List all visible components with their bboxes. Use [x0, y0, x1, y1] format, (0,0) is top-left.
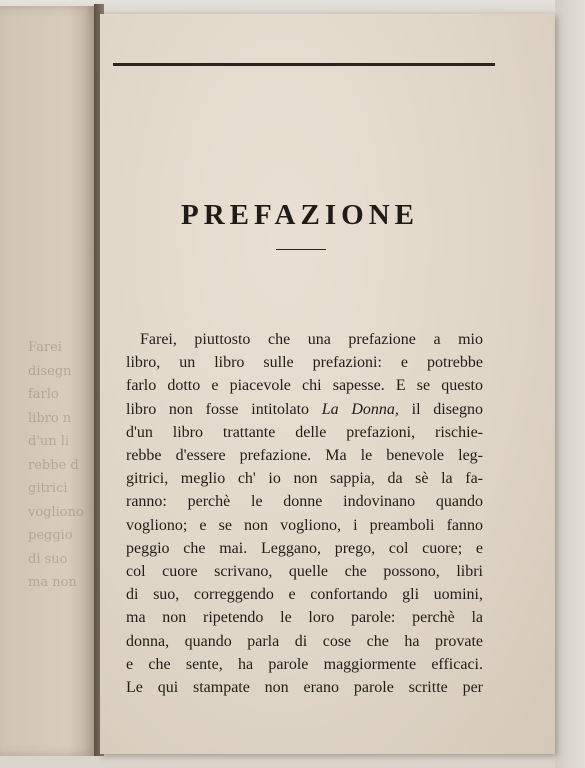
- bleed-through-text: Farei disegn farlo libro n d'un li rebbe d gitrici vogliono peggio di suo ma non: [28, 340, 84, 590]
- text-line: libro, un libro sulle prefazioni: e potrebbe: [126, 354, 483, 372]
- page-title: PREFAZIONE: [181, 199, 419, 231]
- background-right: [555, 0, 585, 768]
- text-line: peggio che mai. Leggano, prego, col cuore; e: [126, 539, 483, 557]
- text-line: ranno: perchè le donne indovinano quando: [126, 493, 483, 511]
- text-line: vogliono; e se non vogliono, i preamboli fanno: [126, 516, 483, 534]
- text-fragment: libro non fosse intitolato: [126, 400, 310, 418]
- text-line: e che sente, ha parole maggiormente efficaci.: [126, 655, 483, 673]
- text-line: Le qui stampate non erano parole scritte per: [126, 679, 483, 697]
- text-line: donna, quando parla di cose che ha provate: [126, 632, 483, 650]
- text-line: d'un libro trattante delle prefazioni, rischie-: [126, 423, 483, 441]
- header-rule: [113, 63, 495, 66]
- text-line: farlo dotto e piacevole chi sapesse. E se questo: [126, 377, 483, 395]
- text-line: ma non ripetendo le loro parole: perchè la: [126, 609, 483, 627]
- text-fragment: il disegno: [411, 400, 484, 418]
- text-line: [126, 398, 483, 421]
- body-paragraph: [126, 328, 483, 699]
- right-page: [100, 14, 555, 754]
- text-line: col cuore scrivano, quelle che possono, libri: [126, 563, 483, 581]
- left-page: [0, 6, 98, 756]
- text-line: gitrici, meglio ch' io non sappia, da sè la fa-: [126, 470, 483, 488]
- title-rule: [276, 249, 326, 250]
- text-line: rebbe d'essere prefazione. Ma le benevole leg-: [126, 447, 483, 465]
- text-line: di suo, correggendo e confortando gli uomini,: [126, 586, 483, 604]
- text-line: Farei, piuttosto che una prefazione a mio: [140, 331, 483, 348]
- italic-book-title: La Donna,: [321, 400, 399, 418]
